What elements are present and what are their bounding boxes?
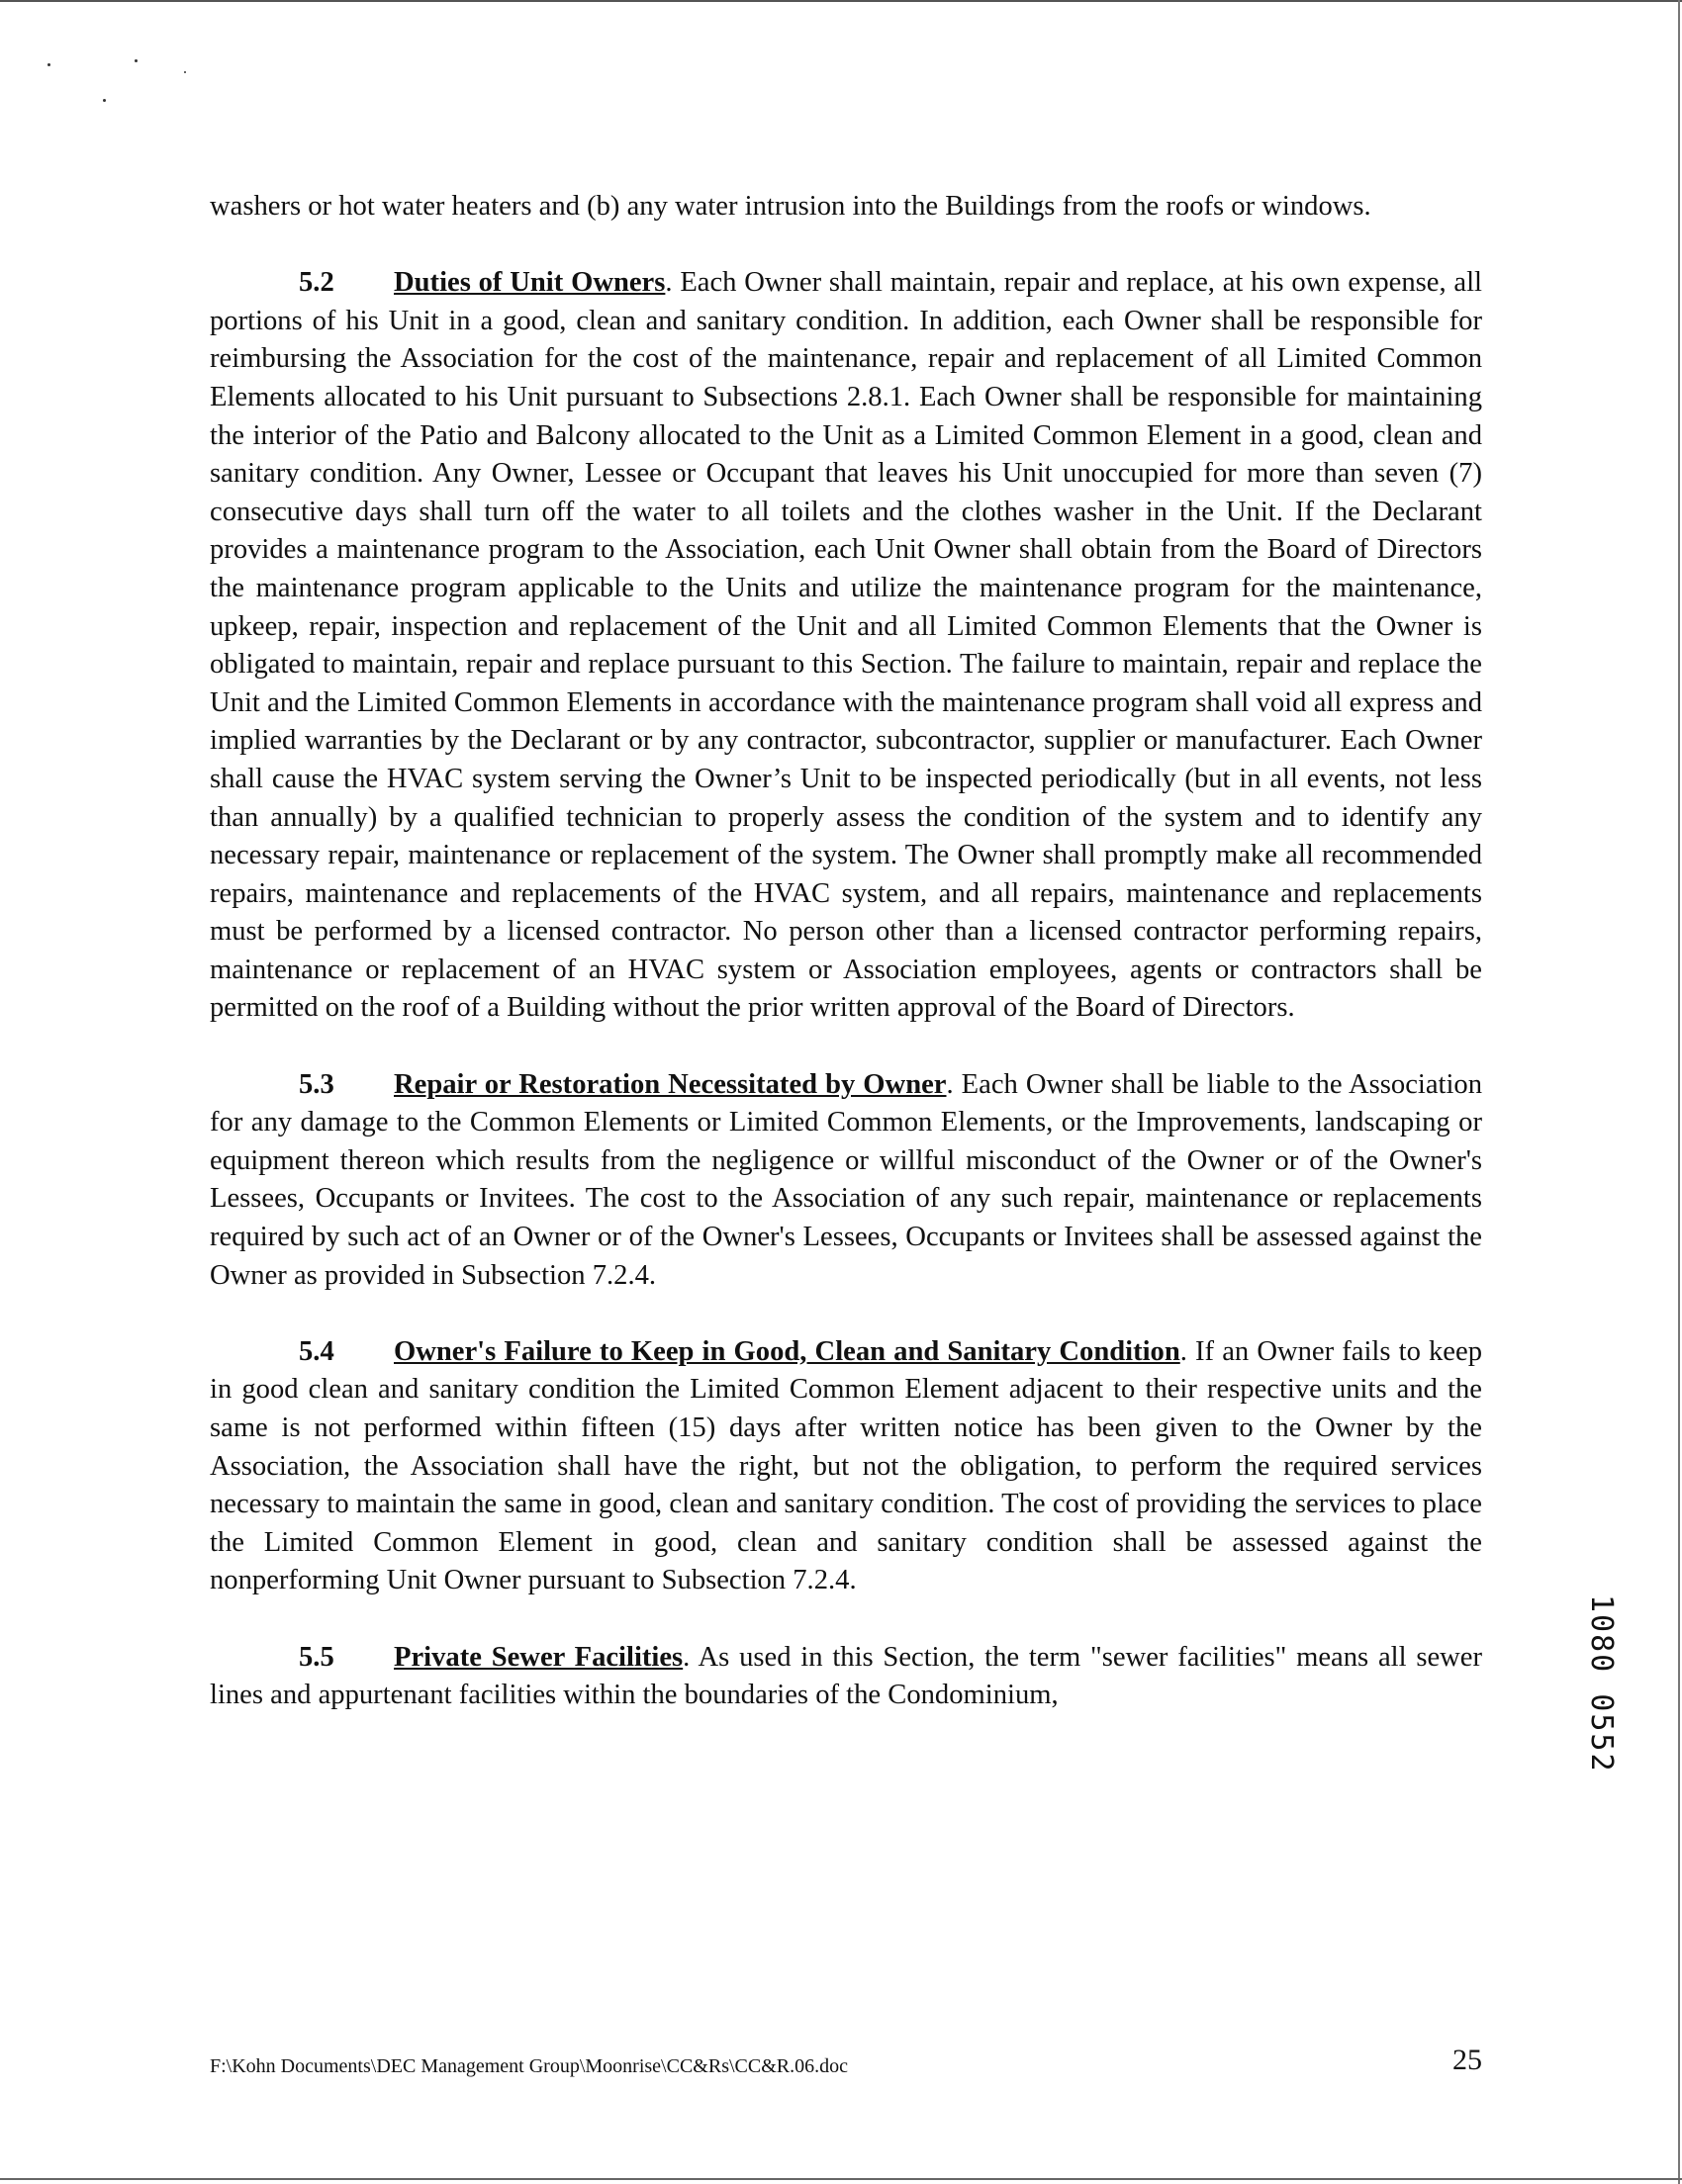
section-body: . If an Owner fails to keep in good clean and sanitary condition the Limited Common Element adjacent to their respective units and the same is not performed within fifteen (15) days after written notice has been given to the Owner by the Association, the Association shall have the right, but not the obligation, to perform the required services necessary to maintain the same in good, clean and sanitary condition. The cost of providing the services to place the Limited Common Element in good, clean and sanitary condition shall be assessed against the nonperforming Unit Owner pursuant to Subsection 7.2.4. bbox=[210, 1335, 1482, 1596]
scan-speck bbox=[184, 71, 186, 73]
section-5-4 bbox=[210, 1333, 1482, 1600]
scan-edge-right bbox=[1678, 0, 1680, 2184]
section-body: . As used in this Section, the term "sewer facilities" means all sewer lines and appurtenant facilities within the boundaries of the Condominium, bbox=[210, 1641, 1482, 1711]
section-title: Owner's Failure to Keep in Good, Clean and Sanitary Condition bbox=[394, 1335, 1180, 1367]
recording-stamp bbox=[1583, 1594, 1623, 1862]
scan-edge-bottom bbox=[0, 2178, 1682, 2180]
section-body: . Each Owner shall be liable to the Association for any damage to the Common Elements or Limited Common Elements, or the Improvements, landscaping or equipment thereon which results from the negligence or willful misconduct of the Owner or of the Owner's Lessees, Occupants or Invitees. The cost to the Association of any such repair, maintenance or replacements required by such act of an Owner or of the Owner's Lessees, Occupants or Invitees shall be assessed against the Owner as provided in Subsection 7.2.4. bbox=[210, 1068, 1483, 1291]
section-number: 5.4 bbox=[299, 1335, 334, 1367]
section-number: 5.5 bbox=[299, 1641, 334, 1673]
scan-speck bbox=[135, 59, 138, 62]
section-5-2 bbox=[210, 264, 1482, 1028]
section-title: Duties of Unit Owners bbox=[394, 267, 666, 299]
section-number: 5.3 bbox=[299, 1068, 334, 1100]
section-5-5 bbox=[210, 1639, 1482, 1715]
recording-stamp-number: 1080 0552 bbox=[1584, 1594, 1619, 1774]
scan-speck bbox=[47, 63, 50, 66]
section-title: Private Sewer Facilities bbox=[394, 1641, 684, 1673]
footer-file-path: F:\Kohn Documents\DEC Management Group\Moonrise\CC&Rs\CC&R.06.doc bbox=[210, 2055, 848, 2077]
section-5-3 bbox=[210, 1066, 1482, 1296]
scan-speck bbox=[103, 99, 106, 102]
page-number: 25 bbox=[1452, 2044, 1482, 2076]
document-body bbox=[210, 188, 1482, 1753]
section-number: 5.2 bbox=[299, 267, 334, 299]
scan-edge-top bbox=[0, 0, 1682, 2]
section-body: . Each Owner shall maintain, repair and replace, at his own expense, all portions of his Unit in a good, clean and sanitary condition. In addition, each Owner shall be responsible for reimbursing the Association for the cost of the maintenance, repair and replacement of all Limited Common Elements allocated to his Unit pursuant to Subsections 2.8.1. Each Owner shall be responsible for maintaining the interior of the Patio and Balcony allocated to the Unit as a Limited Common Element in a good, clean and sanitary condition. Any Owner, Lessee or Occupant that leaves his Unit unoccupied for more than seven (7) consecutive days shall turn off the water to all toilets and the clothes washer in the Unit. If the Declarant provides a maintenance program to the Association, each Unit Owner shall obtain from the Board of Directors the maintenance program applicable to the Units and utilize the maintenance program for the maintenance, upkeep, repair, inspection and replacement of the Unit and all Limited Common Elements that the Owner is obligated to maintain, repair and replace pursuant to this Section. The failure to maintain, repair and replace the Unit and the Limited Common Elements in accordance with the maintenance program shall void all express and implied warranties by the Declarant or by any contractor, subcontractor, supplier or manufacturer. Each Owner shall cause the HVAC system serving the Owner’s Unit to be inspected periodically (but in all events, not less than annually) by a qualified technician to properly assess the condition of the system and to identify any necessary repair, maintenance or replacement of the system. The Owner shall promptly make all recommended repairs, maintenance and replacements of the HVAC system, and all repairs, maintenance and replacements must be performed by a licensed contractor. No person other than a licensed contractor performing repairs, maintenance or replacement of an HVAC system or Association employees, agents or contractors shall be permitted on the roof of a Building without the prior written approval of the Board of Directors. bbox=[210, 267, 1482, 1024]
intro-paragraph: washers or hot water heaters and (b) any water intrusion into the Buildings from the roofs or windows. bbox=[210, 191, 1371, 222]
section-title: Repair or Restoration Necessitated by Owner bbox=[394, 1068, 947, 1100]
